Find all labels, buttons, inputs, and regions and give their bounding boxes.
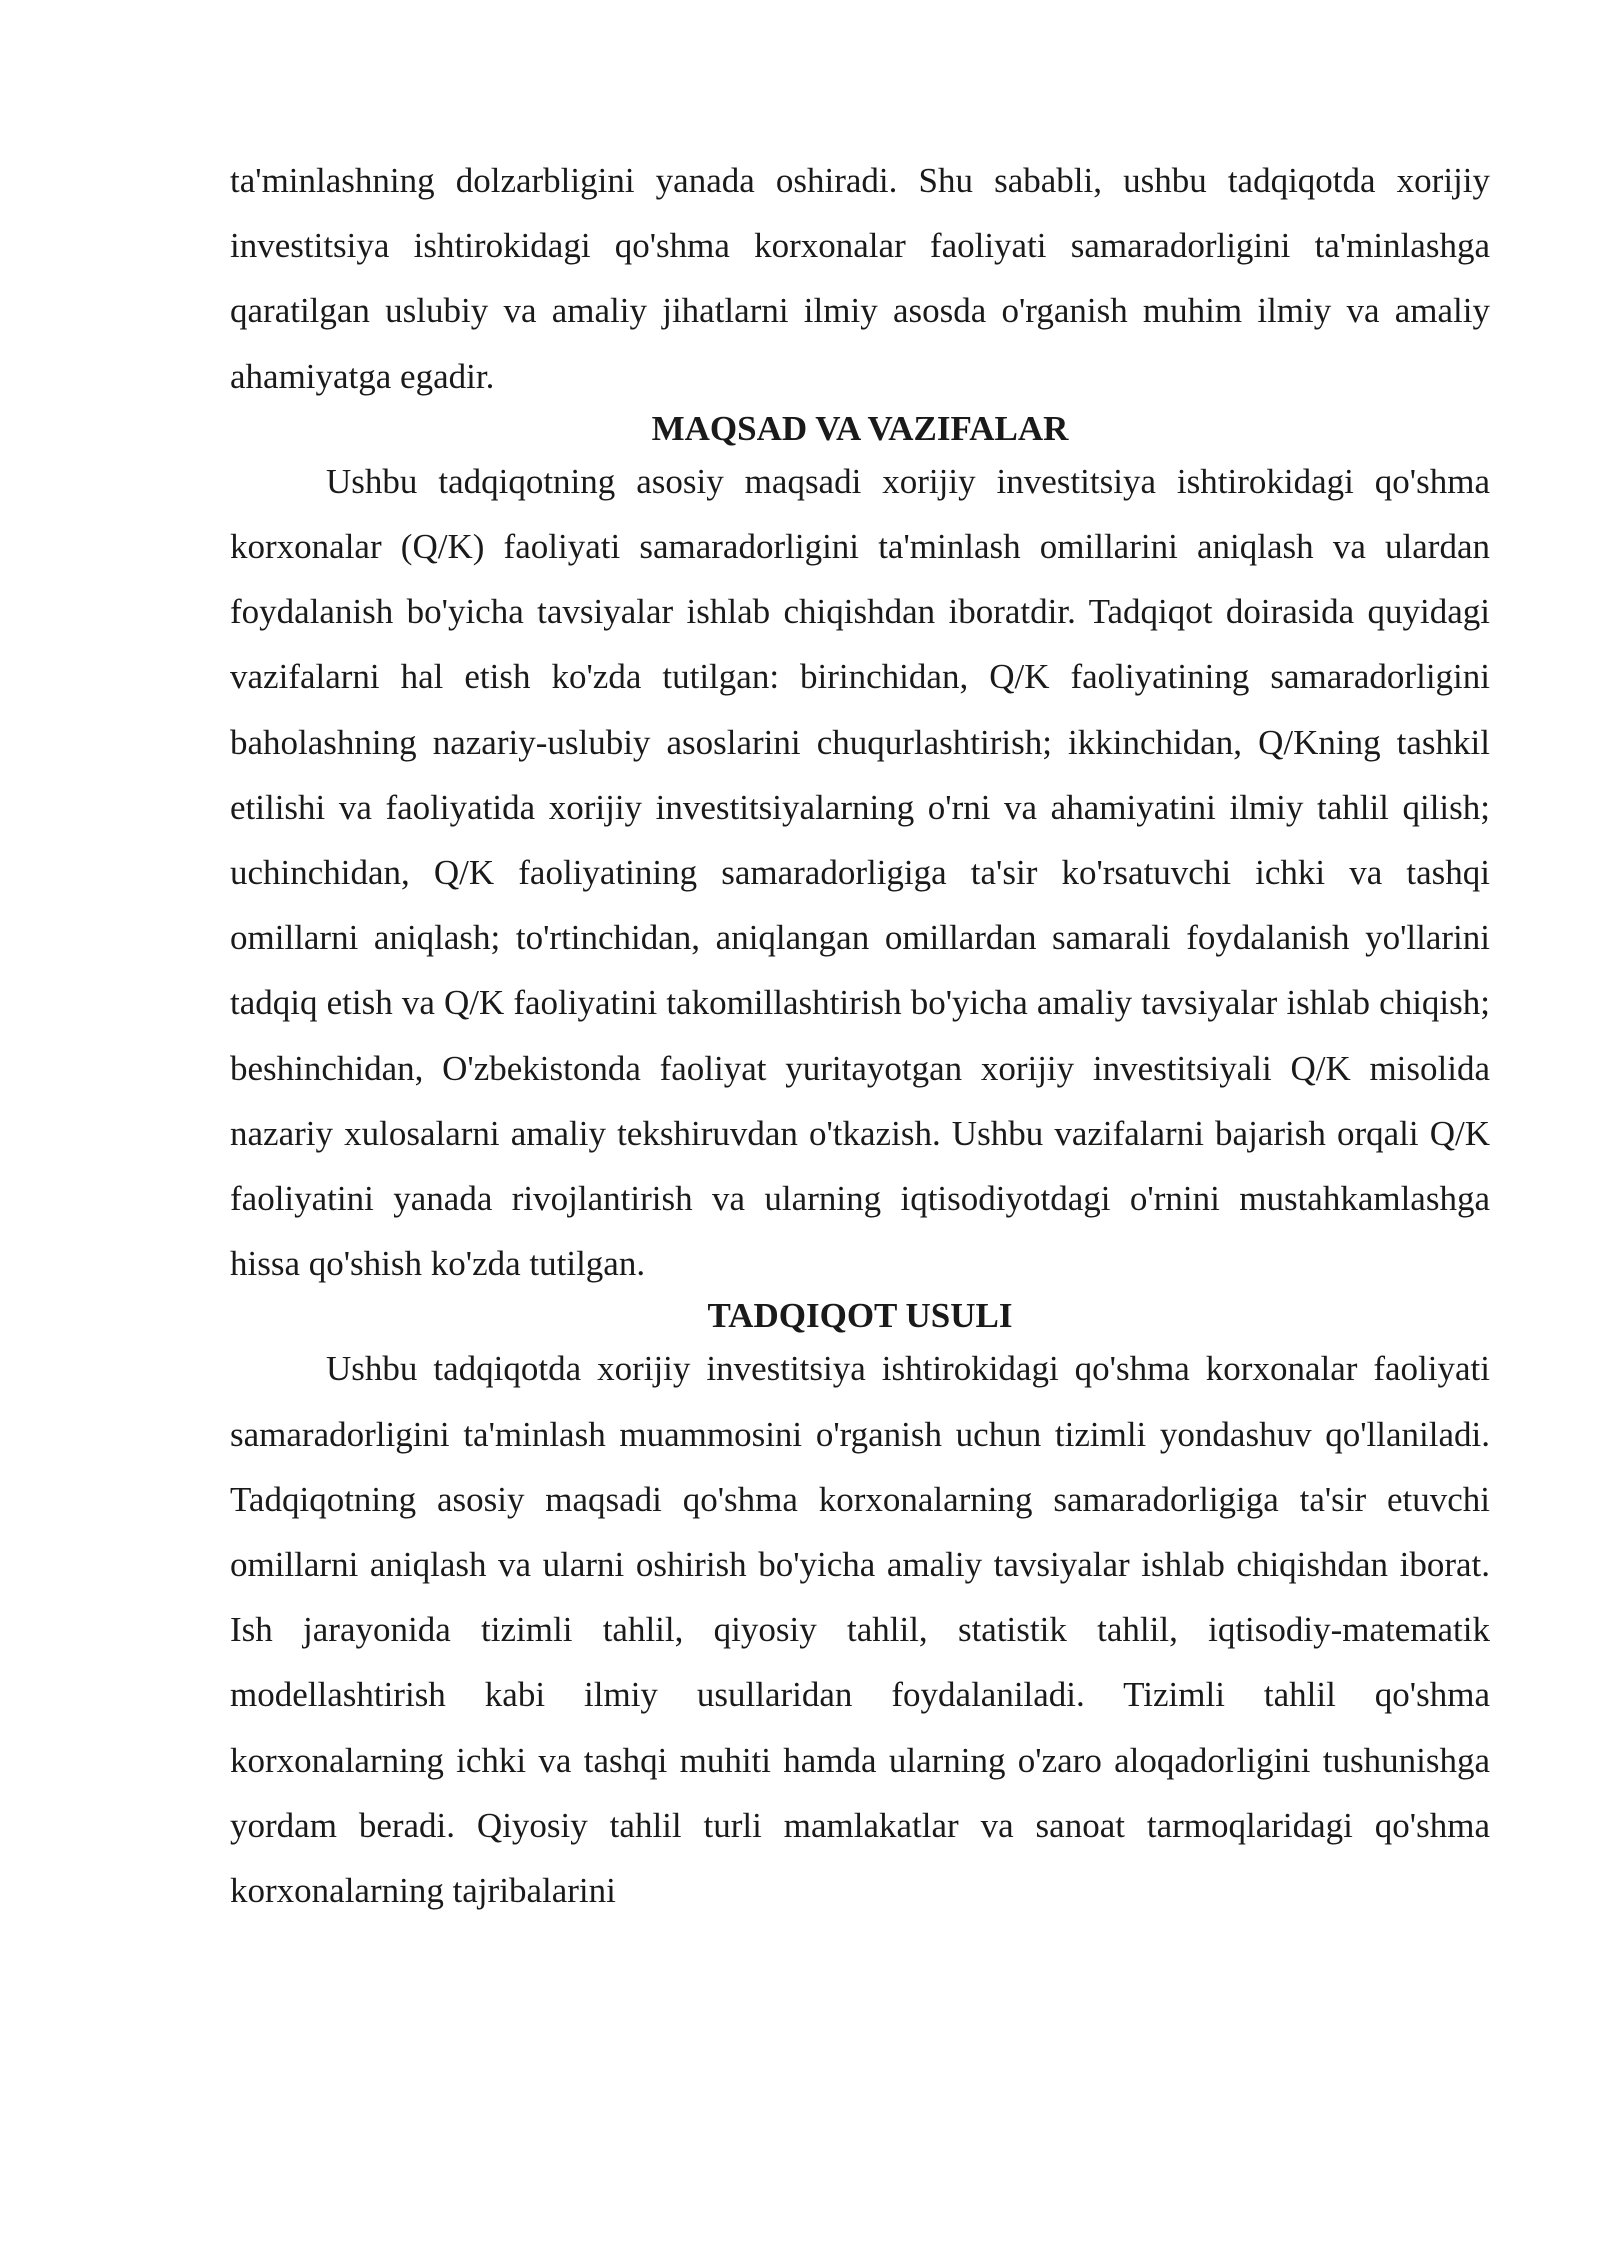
goals-paragraph: Ushbu tadqiqotning asosiy maqsadi xorijiy investitsiya ishtirokidagi qo'shma korxonalar (Q/K) faoliyati samaradorligini ta'minlash omillarini aniqlash va ulardan foydalanish bo'yicha tavsiyalar ishlab chiqishdan iboratdir. Tadqiqot doirasida quyidagi vazifalarni hal etish ko'zda tutilgan: birinchidan, Q/K faoliyatining samaradorligini baholashning nazariy-uslubiy asoslarini chuqurlashtirish; ikkinchidan, Q/Kning tashkil etilishi va faoliyatida xorijiy investitsiyalarning o'rni va ahamiyatini ilmiy tahlil qilish; uchinchidan, Q/K faoliyatining samaradorligiga ta'sir ko'rsatuvchi ichki va tashqi omillarni aniqlash; to'rtinchidan, aniqlangan omillardan samarali foydalanish yo'llarini tadqiq etish va Q/K faoliyatini takomillashtirish bo'yicha amaliy tavsiyalar ishlab chiqish; beshinchidan, O'zbekistonda faoliyat yuritayotgan xorijiy investitsiyali Q/K misolida nazariy xulosalarni amaliy tekshiruvdan o'tkazish. Ushbu vazifalarni bajarish orqali Q/K faoliyatini yanada rivojlantirish va ularning iqtisodiyotdagi o'rnini mustahkamlashga hissa qo'shish ko'zda tutilgan. bbox=[230, 461, 1490, 1284]
intro-paragraph: ta'minlashning dolzarbligini yanada oshiradi. Shu sababli, ushbu tadqiqotda xorijiy investitsiya ishtirokidagi qo'shma korxonalar faoliyati samaradorligini ta'minlashga qaratilgan uslubiy va amaliy jihatlarni ilmiy asosda o'rganish muhim ilmiy va amaliy ahamiyatga egadir. bbox=[230, 161, 1490, 396]
page-content bbox=[230, 148, 1490, 1923]
section-heading-method: TADQIQOT USULI bbox=[707, 1296, 1013, 1336]
method-paragraph: Ushbu tadqiqotda xorijiy investitsiya ishtirokidagi qo'shma korxonalar faoliyati samaradorligini ta'minlash muammosini o'rganish uchun tizimli yondashuv qo'llaniladi. Tadqiqotning asosiy maqsadi qo'shma korxonalarning samaradorligiga ta'sir etuvchi omillarni aniqlash va ularni oshirish bo'yicha amaliy tavsiyalar ishlab chiqishdan iborat. Ish jarayonida tizimli tahlil, qiyosiy tahlil, statistik tahlil, iqtisodiy-matematik modellashtirish kabi ilmiy usullaridan foydalaniladi. Tizimli tahlil qo'shma korxonalarning ichki va tashqi muhiti hamda ularning o'zaro aloqadorligini tushunishga yordam beradi. Qiyosiy tahlil turli mamlakatlar va sanoat tarmoqlaridagi qo'shma korxonalarning tajribalarini bbox=[230, 1349, 1490, 1911]
section-heading-goals: MAQSAD VA VAZIFALAR bbox=[651, 408, 1069, 448]
